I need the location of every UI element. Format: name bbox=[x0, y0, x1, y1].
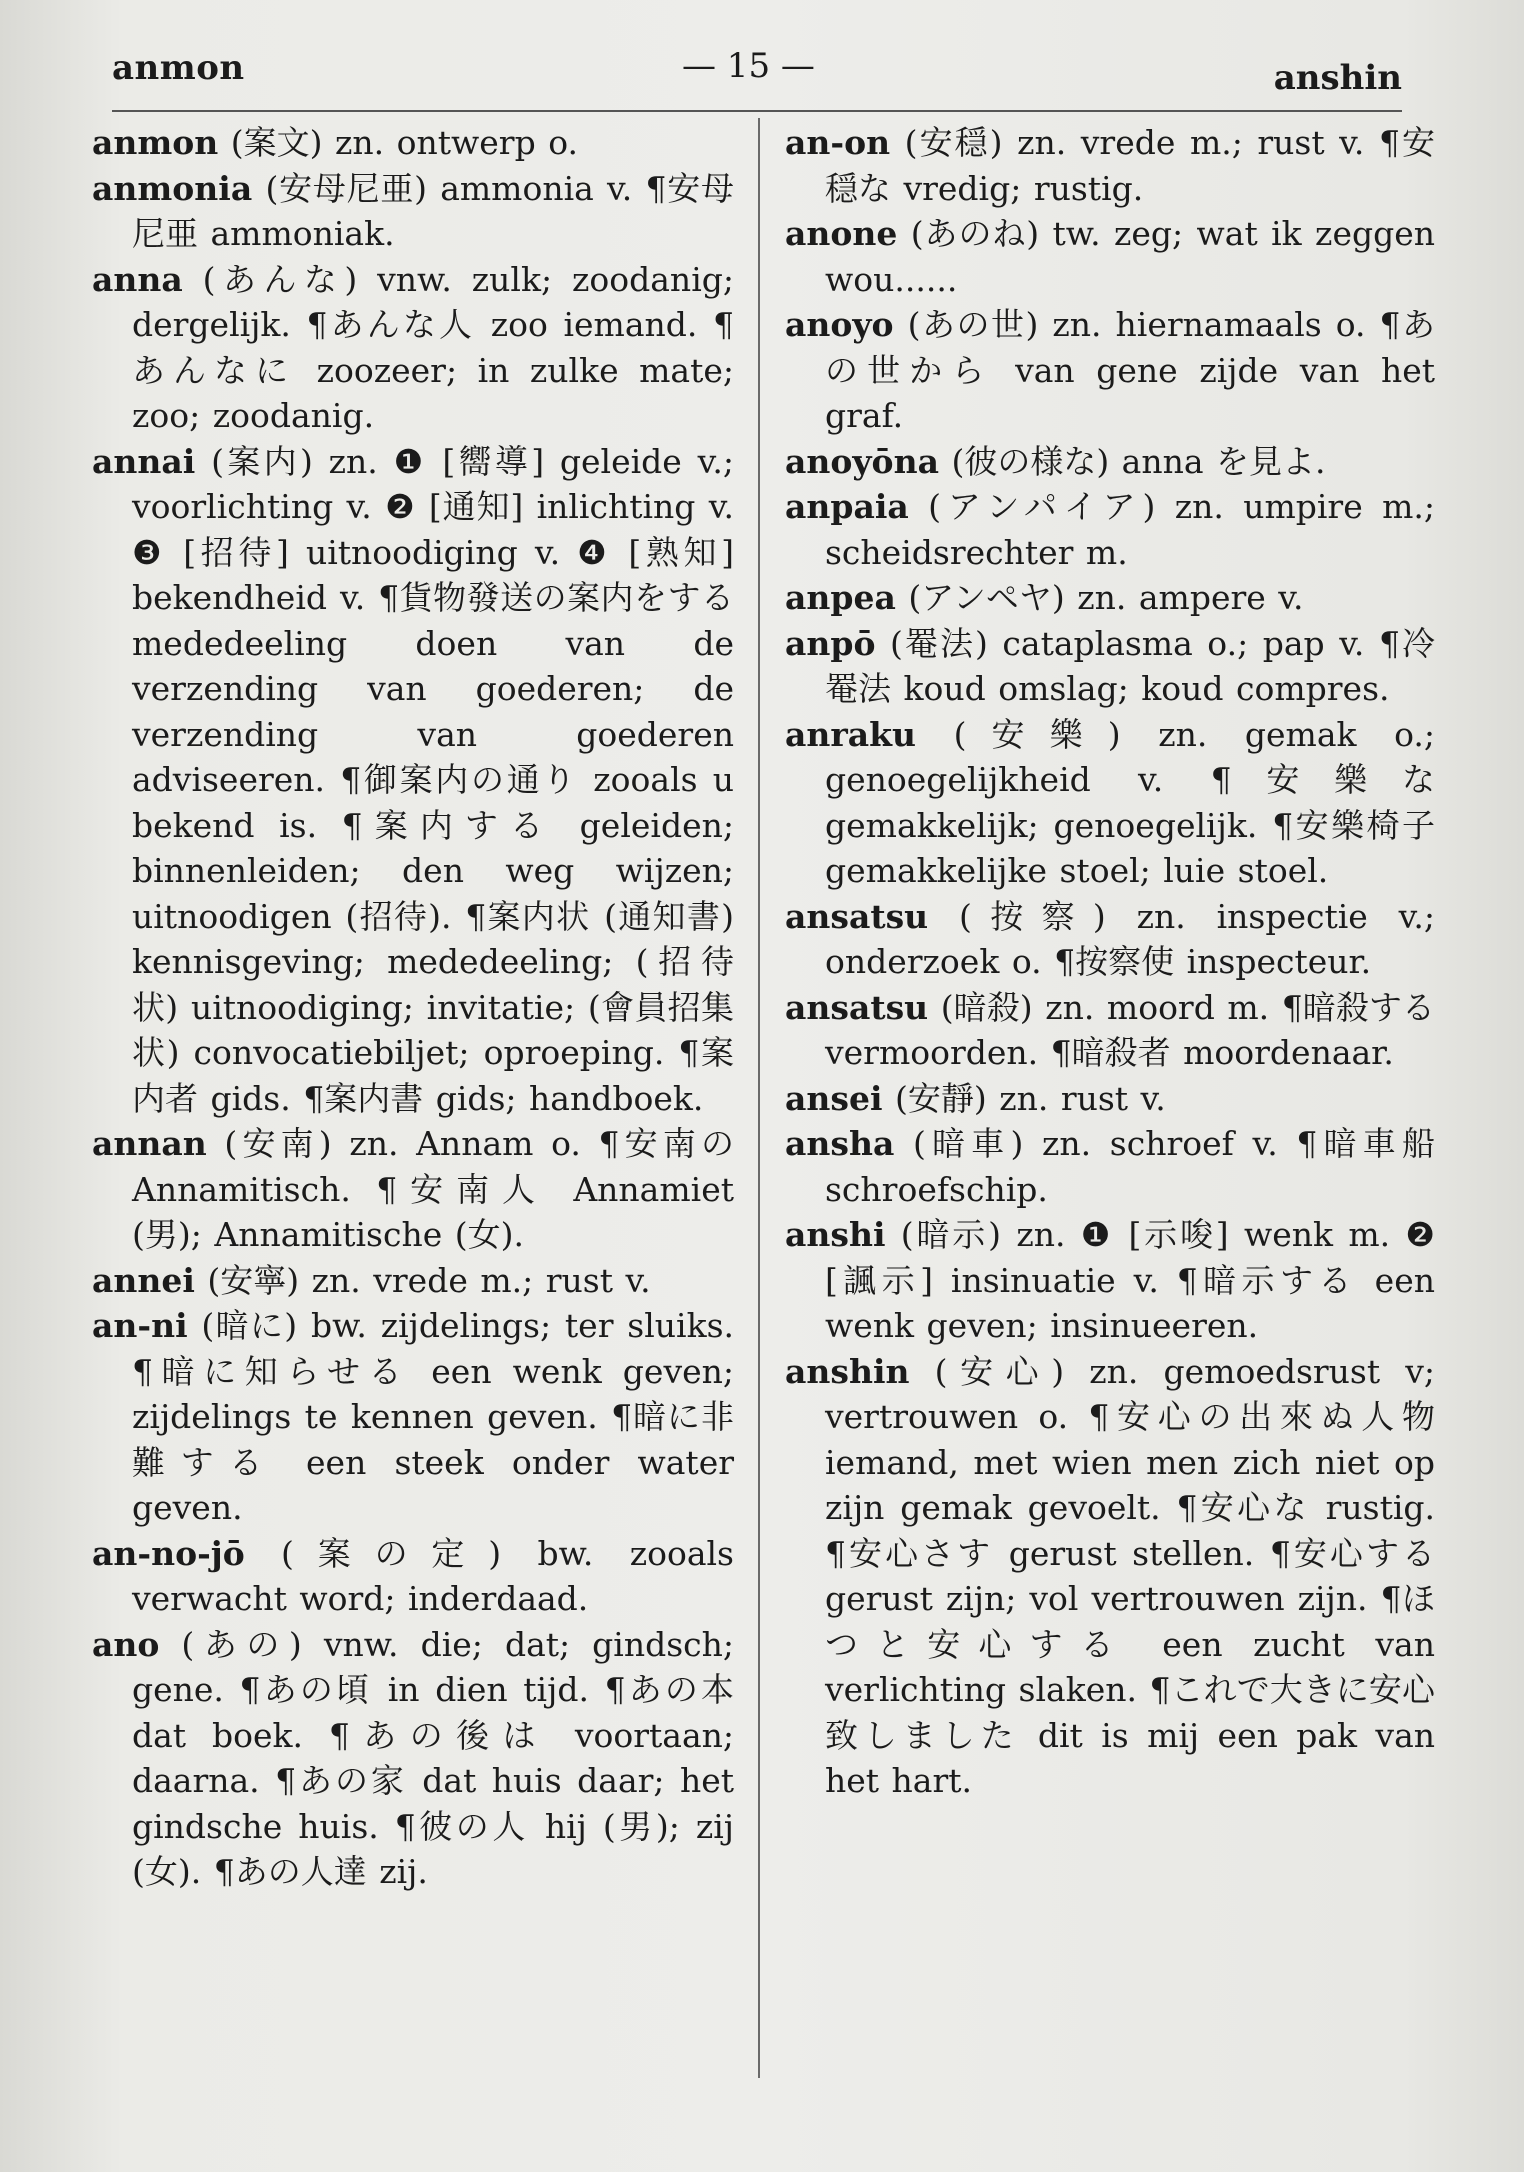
headword: anmon bbox=[92, 123, 219, 162]
headword: anmonia bbox=[92, 168, 253, 208]
column-divider bbox=[758, 118, 760, 2078]
entry-an-no-jo: an-no-jō (案の定) bw. zooals verwacht word; inderdaad. bbox=[92, 1533, 734, 1618]
entry-annai: annai (案内) zn. ❶ [嚮導] geleide v.; voorlichting v. ❷ [通知] inlichting v. ❸ [招待] uitnoodiging v. ❹ [熟知] bekendheid v. ¶貨物發送の案内をする mededeeling doen van de verzending van goederen; de verzending van goederen adviseeren. ¶御案内の通り zooals u bekend is. ¶案内する geleiden; binnenleiden; den weg wijzen; uitnoodigen (招待). ¶案内状 (通知書) kennisgeving; mededeeling; (招待状) uitnoodiging; invitatie; (會員招集状) convocatiebiljet; oproeping. ¶案内者 gids. ¶案内書 gids; handboek. bbox=[92, 441, 734, 1118]
entry-anna: anna (あんな) vnw. zulk; zoodanig; dergelijk. ¶あんな人 zoo iemand. ¶あんなに zoozeer; in zulke mate; zoo; zoodanig. bbox=[92, 259, 734, 435]
entry-ansei: ansei (安靜) zn. rust v. bbox=[785, 1078, 1166, 1118]
headword: anraku bbox=[785, 714, 917, 754]
left-column bbox=[92, 120, 734, 1895]
headword: an-ni bbox=[92, 1306, 188, 1345]
entry-anshin: anshin (安心) zn. gemoedsrust v; vertrouwen o. ¶安心の出來ぬ人物 iemand, met wien men zich niet op zijn gemak gevoelt. ¶安心な rustig. ¶安心さす gerust stellen. ¶安心する gerust zijn; vol vertrouwen zijn. ¶ほつと安心する een zucht van verlichting slaken. ¶これで大きに安心致しました dit is mij een pak van het hart. bbox=[785, 1351, 1435, 1800]
entry-anmonia: anmonia (安母尼亜) ammonia v. ¶安母尼亜 ammoniak. bbox=[92, 168, 734, 253]
page-header bbox=[112, 40, 1402, 100]
headword: anna bbox=[92, 259, 183, 299]
entry-ansha: ansha (暗車) zn. schroef v. ¶暗車船 schroefschip. bbox=[785, 1124, 1435, 1209]
headword: an-no-jō bbox=[92, 1533, 245, 1573]
headword: ansha bbox=[785, 1124, 895, 1163]
entry-anpea: anpea (アンペヤ) zn. ampere v. bbox=[785, 578, 1304, 617]
entry-anoyona: anoyōna (彼の様な) anna を見よ. bbox=[785, 441, 1326, 481]
headword: anpaia bbox=[785, 487, 909, 526]
entry-ansatsu-murder: ansatsu (暗殺) zn. moord m. ¶暗殺する vermoorden. ¶暗殺者 moordenaar. bbox=[785, 987, 1435, 1072]
entry-ansatsu-inspection: ansatsu (按察) zn. inspectie v.; onderzoek o. ¶按察使 inspecteur. bbox=[785, 896, 1435, 981]
header-left-guide-word: anmon bbox=[112, 48, 245, 88]
headword: ansatsu bbox=[785, 987, 929, 1027]
headword: anoyōna bbox=[785, 441, 939, 481]
page-number: — 15 — bbox=[682, 46, 815, 86]
headword: anshin bbox=[785, 1351, 910, 1391]
headword: anoyo bbox=[785, 305, 894, 344]
entry-anoyo: anoyo (あの世) zn. hiernamaals o. ¶あの世から van gene zijde van het graf. bbox=[785, 305, 1435, 435]
headword: annan bbox=[92, 1124, 207, 1163]
right-column bbox=[785, 120, 1435, 1804]
headword: anone bbox=[785, 214, 898, 253]
headword: anpō bbox=[785, 623, 876, 663]
entry-annei: annei (安寧) zn. vrede m.; rust v. bbox=[92, 1260, 651, 1300]
headword: an-on bbox=[785, 123, 891, 162]
headword: ansatsu bbox=[785, 896, 929, 936]
headword: annai bbox=[92, 441, 196, 481]
headword: ano bbox=[92, 1624, 160, 1664]
header-right-guide-word: anshin bbox=[1273, 58, 1402, 98]
entry-anpaia: anpaia (アンパイア) zn. umpire m.; scheidsrechter m. bbox=[785, 487, 1435, 572]
entry-anraku: anraku (安樂) zn. gemak o.; genoegelijkheid v. ¶安樂な gemakkelijk; genoegelijk. ¶安樂椅子 gemakkelijke stoel; luie stoel. bbox=[785, 714, 1435, 890]
headword: anshi bbox=[785, 1215, 886, 1254]
header-rule bbox=[112, 110, 1402, 112]
entry-anone: anone (あのね) tw. zeg; wat ik zeggen wou...... bbox=[785, 214, 1435, 299]
entry-anmon: anmon (案文) zn. ontwerp o. bbox=[92, 123, 578, 162]
headword: annei bbox=[92, 1260, 195, 1300]
entry-ano: ano (あの) vnw. die; dat; gindsch; gene. ¶あの頃 in dien tijd. ¶あの本 dat boek. ¶あの後は voortaan; daarna. ¶あの家 dat huis daar; het gindsche huis. ¶彼の人 hij (男); zij (女). ¶あの人達 zij. bbox=[92, 1624, 734, 1891]
entry-annan: annan (安南) zn. Annam o. ¶安南の Annamitisch. ¶安南人 Annamiet (男); Annamitische (女). bbox=[92, 1124, 734, 1254]
headword: anpea bbox=[785, 578, 896, 617]
entry-anshi: anshi (暗示) zn. ❶ [示唆] wenk m. ❷ [諷示] insinuatie v. ¶暗示する een wenk geven; insinueeren. bbox=[785, 1215, 1435, 1345]
headword: ansei bbox=[785, 1078, 883, 1118]
entry-an-on: an-on (安穏) zn. vrede m.; rust v. ¶安穏な vredig; rustig. bbox=[785, 123, 1435, 208]
entry-anpo: anpō (罨法) cataplasma o.; pap v. ¶冷罨法 koud omslag; koud compres. bbox=[785, 623, 1435, 708]
entry-an-ni: an-ni (暗に) bw. zijdelings; ter sluiks. ¶暗に知らせる een wenk geven; zijdelings te kennen geven. ¶暗に非難する een steek onder water geven. bbox=[92, 1306, 734, 1527]
